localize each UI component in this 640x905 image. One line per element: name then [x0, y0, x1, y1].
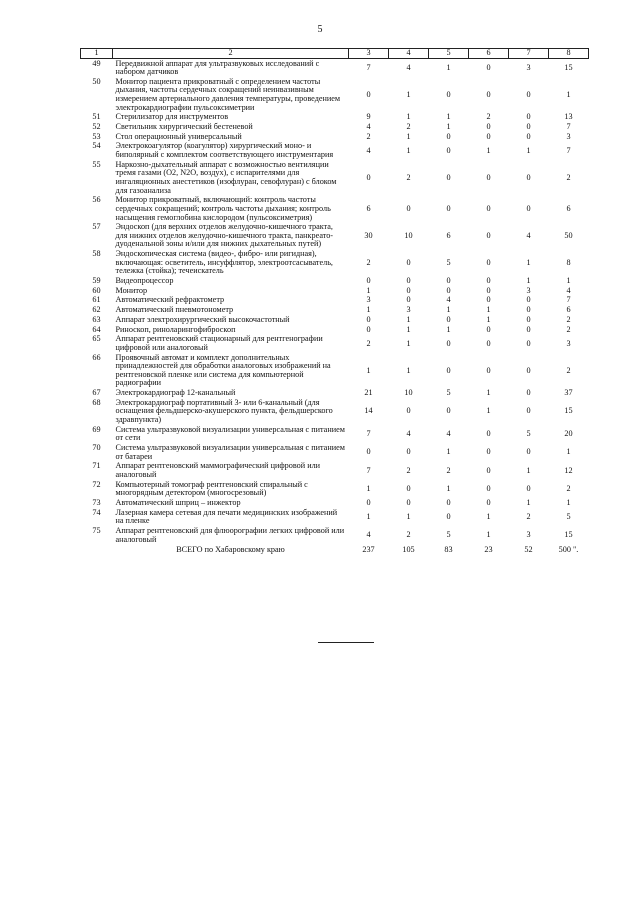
- quantity-cell: 1: [406, 145, 411, 155]
- quantity-cell: 0: [406, 203, 411, 213]
- equipment-name: Автоматический шприц – инжектор: [115, 498, 241, 507]
- quantity-cell: 1: [566, 447, 571, 457]
- quantity-cell: 37: [564, 388, 573, 398]
- quantity-cell: 1: [526, 498, 531, 507]
- quantity-cell: 1: [486, 305, 491, 315]
- quantity-cell: 10: [404, 388, 413, 398]
- quantity-cell: 7: [366, 465, 371, 475]
- row-number: 64: [92, 324, 101, 334]
- quantity-cell: 1: [446, 483, 451, 493]
- quantity-cell: 0: [366, 172, 371, 182]
- quantity-cell: 0: [486, 295, 491, 305]
- quantity-cell: 1: [526, 257, 531, 267]
- quantity-cell: 2: [526, 512, 531, 521]
- quantity-cell: 2: [366, 338, 371, 348]
- quantity-cell: 1: [406, 324, 411, 334]
- table-body: [81, 59, 589, 545]
- quantity-cell: 0: [366, 276, 371, 286]
- equipment-name: Риноскоп, риноларингофиброскоп: [115, 324, 236, 334]
- quantity-cell: 4: [366, 122, 371, 132]
- equipment-name: Электрокардиограф 12-канальный: [115, 388, 236, 398]
- quantity-cell: 0: [446, 276, 451, 286]
- column-header: 6: [469, 49, 509, 59]
- row-number: 66: [92, 352, 101, 362]
- row-number: 68: [92, 397, 101, 407]
- quantity-cell: 0: [406, 276, 411, 286]
- equipment-name: Аппарат рентгеновский стационарный для рентгенографии цифровой или аналоговый: [115, 334, 323, 352]
- quantity-cell: 6: [446, 230, 451, 240]
- table-row: [81, 59, 589, 78]
- quantity-cell: 0: [366, 89, 371, 99]
- quantity-cell: 0: [446, 338, 451, 348]
- quantity-cell: 0: [406, 257, 411, 267]
- quantity-cell: 1: [566, 89, 571, 99]
- quantity-cell: 2: [566, 483, 571, 493]
- equipment-name: Наркозно-дыхательный аппарат с возможностью вентиляции тремя газами (О2, N2O, воздух), с испарителями для ингаляционных анестетиков (изофлуран, севофлуран) с блоком для газоанализа: [115, 159, 337, 195]
- row-number: 57: [92, 222, 101, 232]
- table-row: [81, 508, 589, 526]
- quantity-cell: 4: [366, 145, 371, 155]
- total-value: 237: [362, 544, 375, 554]
- equipment-name: Монитор прикроватный, включающий: контроль частоты сердечных сокращений; контроль частоты дыхания; контроль насыщения гемоглобина кислородом (пульсоксиметрия): [115, 195, 331, 222]
- quantity-cell: 1: [406, 314, 411, 324]
- quantity-cell: 0: [406, 285, 411, 295]
- table-row: [81, 335, 589, 353]
- equipment-name: Проявочный автомат и комплект дополнительных принадлежностей для обработки аналоговых изображений на рентгеновской пленке или система для компьютерной радиографии: [115, 352, 331, 388]
- quantity-cell: 3: [566, 338, 571, 348]
- quantity-cell: 1: [486, 406, 491, 416]
- row-number: 52: [92, 122, 101, 132]
- quantity-cell: 2: [566, 365, 571, 375]
- quantity-cell: 2: [406, 530, 411, 540]
- quantity-cell: 1: [566, 498, 571, 507]
- table-row: [81, 527, 589, 545]
- quantity-cell: 2: [406, 122, 411, 132]
- table-row: [81, 277, 589, 287]
- quantity-cell: 6: [366, 203, 371, 213]
- quantity-cell: 1: [366, 285, 371, 295]
- quantity-cell: 21: [364, 388, 373, 398]
- quantity-cell: 0: [446, 285, 451, 295]
- quantity-cell: 0: [366, 314, 371, 324]
- quantity-cell: 0: [446, 365, 451, 375]
- equipment-name: Монитор: [115, 285, 148, 295]
- quantity-cell: 1: [486, 388, 491, 398]
- column-header: 8: [549, 49, 589, 59]
- quantity-cell: 0: [526, 388, 531, 398]
- equipment-name: Монитор пациента прикроватный с определением частоты дыхания, частоты сердечных сокращений неинвазивным измерением артериального давления температуры, проведением электрокардиографии пульсоксиметрии: [115, 76, 341, 112]
- quantity-cell: 0: [446, 406, 451, 416]
- quantity-cell: 4: [446, 295, 451, 305]
- column-header: 2: [113, 49, 349, 59]
- quantity-cell: 3: [526, 530, 531, 540]
- quantity-cell: 0: [526, 314, 531, 324]
- table-row: [81, 77, 589, 113]
- quantity-cell: 1: [446, 62, 451, 72]
- quantity-cell: 7: [366, 62, 371, 72]
- quantity-cell: 5: [446, 388, 451, 398]
- quantity-cell: 7: [366, 429, 371, 439]
- total-value: 500 ".: [558, 544, 579, 554]
- quantity-cell: 1: [446, 305, 451, 315]
- quantity-cell: 1: [446, 447, 451, 457]
- quantity-cell: 0: [486, 447, 491, 457]
- column-header: 7: [509, 49, 549, 59]
- quantity-cell: 1: [366, 365, 371, 375]
- quantity-cell: 1: [406, 365, 411, 375]
- quantity-cell: 1: [526, 276, 531, 286]
- quantity-cell: 0: [526, 89, 531, 99]
- quantity-cell: 0: [526, 131, 531, 141]
- quantity-cell: 1: [486, 314, 491, 324]
- quantity-cell: 0: [406, 498, 411, 507]
- table-row: [81, 398, 589, 425]
- table-row: [81, 306, 589, 316]
- quantity-cell: 1: [486, 530, 491, 540]
- total-value: 105: [402, 544, 415, 554]
- quantity-cell: 2: [486, 112, 491, 122]
- quantity-cell: 0: [526, 324, 531, 334]
- page-number: 5: [317, 24, 323, 35]
- row-number: 65: [92, 334, 101, 344]
- quantity-cell: 0: [526, 172, 531, 182]
- quantity-cell: 7: [566, 122, 571, 132]
- table-row: [81, 353, 589, 389]
- quantity-cell: 4: [526, 230, 531, 240]
- quantity-cell: 9: [366, 112, 371, 122]
- quantity-cell: 4: [366, 530, 371, 540]
- quantity-cell: 1: [526, 465, 531, 475]
- quantity-cell: 0: [526, 203, 531, 213]
- quantity-cell: 0: [526, 406, 531, 416]
- quantity-cell: 3: [526, 62, 531, 72]
- quantity-cell: 2: [366, 257, 371, 267]
- quantity-cell: 0: [486, 172, 491, 182]
- quantity-cell: 5: [526, 429, 531, 439]
- table-row: [81, 250, 589, 277]
- quantity-cell: 2: [566, 314, 571, 324]
- quantity-cell: 2: [406, 465, 411, 475]
- quantity-cell: 0: [486, 230, 491, 240]
- row-number: 71: [92, 461, 101, 471]
- quantity-cell: 0: [446, 89, 451, 99]
- quantity-cell: 0: [486, 338, 491, 348]
- table-row: [81, 425, 589, 443]
- row-number: 75: [92, 526, 101, 536]
- quantity-cell: 1: [406, 338, 411, 348]
- quantity-cell: 0: [406, 406, 411, 416]
- quantity-cell: 1: [526, 145, 531, 155]
- quantity-cell: 0: [526, 483, 531, 493]
- equipment-name: Компьютерный томограф рентгеновский спиральный с многорядным детектором (многосрезовый): [115, 479, 308, 498]
- quantity-cell: 0: [486, 324, 491, 334]
- quantity-cell: 0: [526, 112, 531, 122]
- total-label: ВСЕГО по Хабаровскому краю: [176, 544, 285, 554]
- quantity-cell: 5: [566, 512, 571, 521]
- quantity-cell: 0: [446, 203, 451, 213]
- column-header: 3: [349, 49, 389, 59]
- quantity-cell: 0: [486, 257, 491, 267]
- row-number: 50: [92, 76, 101, 86]
- quantity-cell: 4: [446, 429, 451, 439]
- table-row: [81, 160, 589, 196]
- quantity-cell: 1: [446, 122, 451, 132]
- quantity-cell: 4: [406, 62, 411, 72]
- quantity-cell: 10: [404, 230, 413, 240]
- row-number: 61: [92, 295, 101, 305]
- equipment-name: Автоматический рефрактометр: [115, 295, 225, 305]
- quantity-cell: 1: [366, 483, 371, 493]
- quantity-cell: 0: [446, 172, 451, 182]
- equipment-name: Система ультразвуковой визуализации универсальная с питанием от батареи: [115, 443, 345, 461]
- row-number: 69: [92, 424, 101, 434]
- quantity-cell: 1: [406, 131, 411, 141]
- quantity-cell: 13: [564, 112, 573, 122]
- end-divider: [318, 642, 374, 643]
- quantity-cell: 3: [366, 295, 371, 305]
- row-number: 60: [92, 285, 101, 295]
- row-number: 55: [92, 159, 101, 169]
- quantity-cell: 0: [366, 324, 371, 334]
- row-number: 54: [92, 141, 101, 151]
- quantity-cell: 30: [364, 230, 373, 240]
- table-row: [81, 389, 589, 399]
- row-number: 53: [92, 131, 101, 141]
- quantity-cell: 0: [526, 338, 531, 348]
- quantity-cell: 2: [406, 172, 411, 182]
- quantity-cell: 2: [566, 172, 571, 182]
- quantity-cell: 1: [446, 324, 451, 334]
- total-value: 23: [484, 544, 493, 554]
- quantity-cell: 6: [566, 203, 571, 213]
- table-row: [81, 499, 589, 509]
- quantity-cell: 4: [406, 429, 411, 439]
- table-row: [81, 480, 589, 498]
- quantity-cell: 15: [564, 530, 573, 540]
- table-row: [81, 142, 589, 160]
- quantity-cell: 50: [564, 230, 573, 240]
- equipment-table: [80, 48, 589, 554]
- equipment-name: Передвижной аппарат для ультразвуковых исследований с набором датчиков: [115, 58, 320, 77]
- quantity-cell: 0: [486, 62, 491, 72]
- table-row: [81, 315, 589, 325]
- row-number: 62: [92, 305, 101, 315]
- quantity-cell: 0: [406, 295, 411, 305]
- quantity-cell: 0: [526, 305, 531, 315]
- equipment-name: Аппарат рентгеновский для флюорографии легких цифровой или аналоговый: [115, 526, 345, 544]
- equipment-name: Автоматический пневмотонометр: [115, 305, 234, 315]
- quantity-cell: 3: [526, 285, 531, 295]
- row-number: 56: [92, 195, 101, 205]
- table-row: [81, 444, 589, 462]
- quantity-cell: 20: [564, 429, 573, 439]
- quantity-cell: 0: [446, 314, 451, 324]
- quantity-cell: 2: [566, 324, 571, 334]
- quantity-cell: 0: [486, 483, 491, 493]
- quantity-cell: 7: [566, 145, 571, 155]
- quantity-cell: 0: [446, 512, 451, 521]
- quantity-cell: 0: [526, 447, 531, 457]
- quantity-cell: 0: [486, 465, 491, 475]
- quantity-cell: 2: [446, 465, 451, 475]
- quantity-cell: 0: [446, 145, 451, 155]
- quantity-cell: 6: [566, 305, 571, 315]
- total-row: [81, 545, 589, 555]
- column-header: 1: [81, 49, 113, 59]
- quantity-cell: 0: [486, 131, 491, 141]
- quantity-cell: 12: [564, 465, 573, 475]
- row-number: 70: [92, 443, 101, 453]
- table-row: [81, 462, 589, 480]
- quantity-cell: 1: [366, 512, 371, 521]
- quantity-cell: 0: [486, 285, 491, 295]
- quantity-cell: 7: [566, 295, 571, 305]
- equipment-name: Эндоскоп (для верхних отделов желудочно-кишечного тракта, для нижних отделов желудочно-кишечного тракта, панкреато-дуоденальной зоны и/или для нижних дыхательных путей): [115, 222, 334, 249]
- quantity-cell: 8: [566, 257, 571, 267]
- quantity-cell: 1: [406, 112, 411, 122]
- column-header: 4: [389, 49, 429, 59]
- equipment-name: Аппарат рентгеновский маммографический цифровой или аналоговый: [115, 461, 321, 479]
- quantity-cell: 0: [526, 122, 531, 132]
- row-number: 63: [92, 314, 101, 324]
- quantity-cell: 15: [564, 62, 573, 72]
- table-row: [81, 196, 589, 223]
- quantity-cell: 0: [446, 131, 451, 141]
- quantity-cell: 1: [366, 305, 371, 315]
- quantity-cell: 5: [446, 257, 451, 267]
- quantity-cell: 0: [486, 89, 491, 99]
- row-number: 51: [92, 112, 101, 122]
- quantity-cell: 0: [486, 276, 491, 286]
- equipment-name: Видеопроцессор: [115, 276, 174, 286]
- quantity-cell: 1: [486, 512, 491, 521]
- quantity-cell: 2: [366, 131, 371, 141]
- quantity-cell: 1: [406, 512, 411, 521]
- column-header: 5: [429, 49, 469, 59]
- equipment-name: Система ультразвуковой визуализации универсальная с питанием от сети: [115, 424, 345, 443]
- row-number: 67: [92, 388, 101, 398]
- quantity-cell: 4: [566, 285, 571, 295]
- quantity-cell: 5: [446, 530, 451, 540]
- quantity-cell: 3: [406, 305, 411, 315]
- total-value: 52: [524, 544, 533, 554]
- quantity-cell: 1: [486, 145, 491, 155]
- equipment-name: Стерилизатор для инструментов: [115, 112, 229, 122]
- row-number: 72: [92, 479, 101, 489]
- equipment-name: Электрокоагулятор (коагулятор) хирургический моно- и биполярный с комплектом соответствующего инструментария: [115, 141, 334, 160]
- quantity-cell: 0: [406, 483, 411, 493]
- equipment-name: Эндоскопическая система (видео-, фибро- или ригидная), включающая: осветитель, инсуффлятор, электроотсасыватель, тележка (стойка); течеискатель: [115, 249, 333, 276]
- quantity-cell: 1: [446, 112, 451, 122]
- row-number: 59: [92, 276, 101, 286]
- quantity-cell: 0: [526, 295, 531, 305]
- quantity-cell: 0: [366, 447, 371, 457]
- row-number: 58: [92, 249, 101, 259]
- quantity-cell: 0: [486, 498, 491, 507]
- quantity-cell: 0: [366, 498, 371, 507]
- total-value: 83: [444, 544, 453, 554]
- row-number: 73: [92, 498, 101, 507]
- quantity-cell: 0: [486, 203, 491, 213]
- quantity-cell: 0: [446, 498, 451, 507]
- quantity-cell: 0: [486, 365, 491, 375]
- table-row: [81, 123, 589, 133]
- quantity-cell: 1: [566, 276, 571, 286]
- column-number-header: [81, 49, 589, 59]
- table-row: [81, 223, 589, 250]
- quantity-cell: 1: [406, 89, 411, 99]
- quantity-cell: 0: [526, 365, 531, 375]
- quantity-cell: 0: [406, 447, 411, 457]
- equipment-name: Электрокардиограф портативный 3- или 6-канальный (для оснащения фельдшерско-акушерского пункта, фельдшерского здравпункта): [115, 397, 333, 425]
- equipment-name: Стол операционный универсальный: [115, 131, 242, 141]
- row-number: 74: [92, 507, 101, 517]
- quantity-cell: 14: [364, 406, 373, 416]
- row-number: 49: [92, 58, 101, 68]
- equipment-name: Светильник хирургический бестеневой: [115, 122, 253, 132]
- equipment-name: Аппарат электрохирургический высокочастотный: [115, 314, 290, 324]
- quantity-cell: 3: [566, 131, 571, 141]
- quantity-cell: 0: [486, 429, 491, 439]
- equipment-name: Лазерная камера сетевая для печати медицинских изображений на пленке: [115, 507, 338, 526]
- quantity-cell: 15: [564, 406, 573, 416]
- quantity-cell: 0: [486, 122, 491, 132]
